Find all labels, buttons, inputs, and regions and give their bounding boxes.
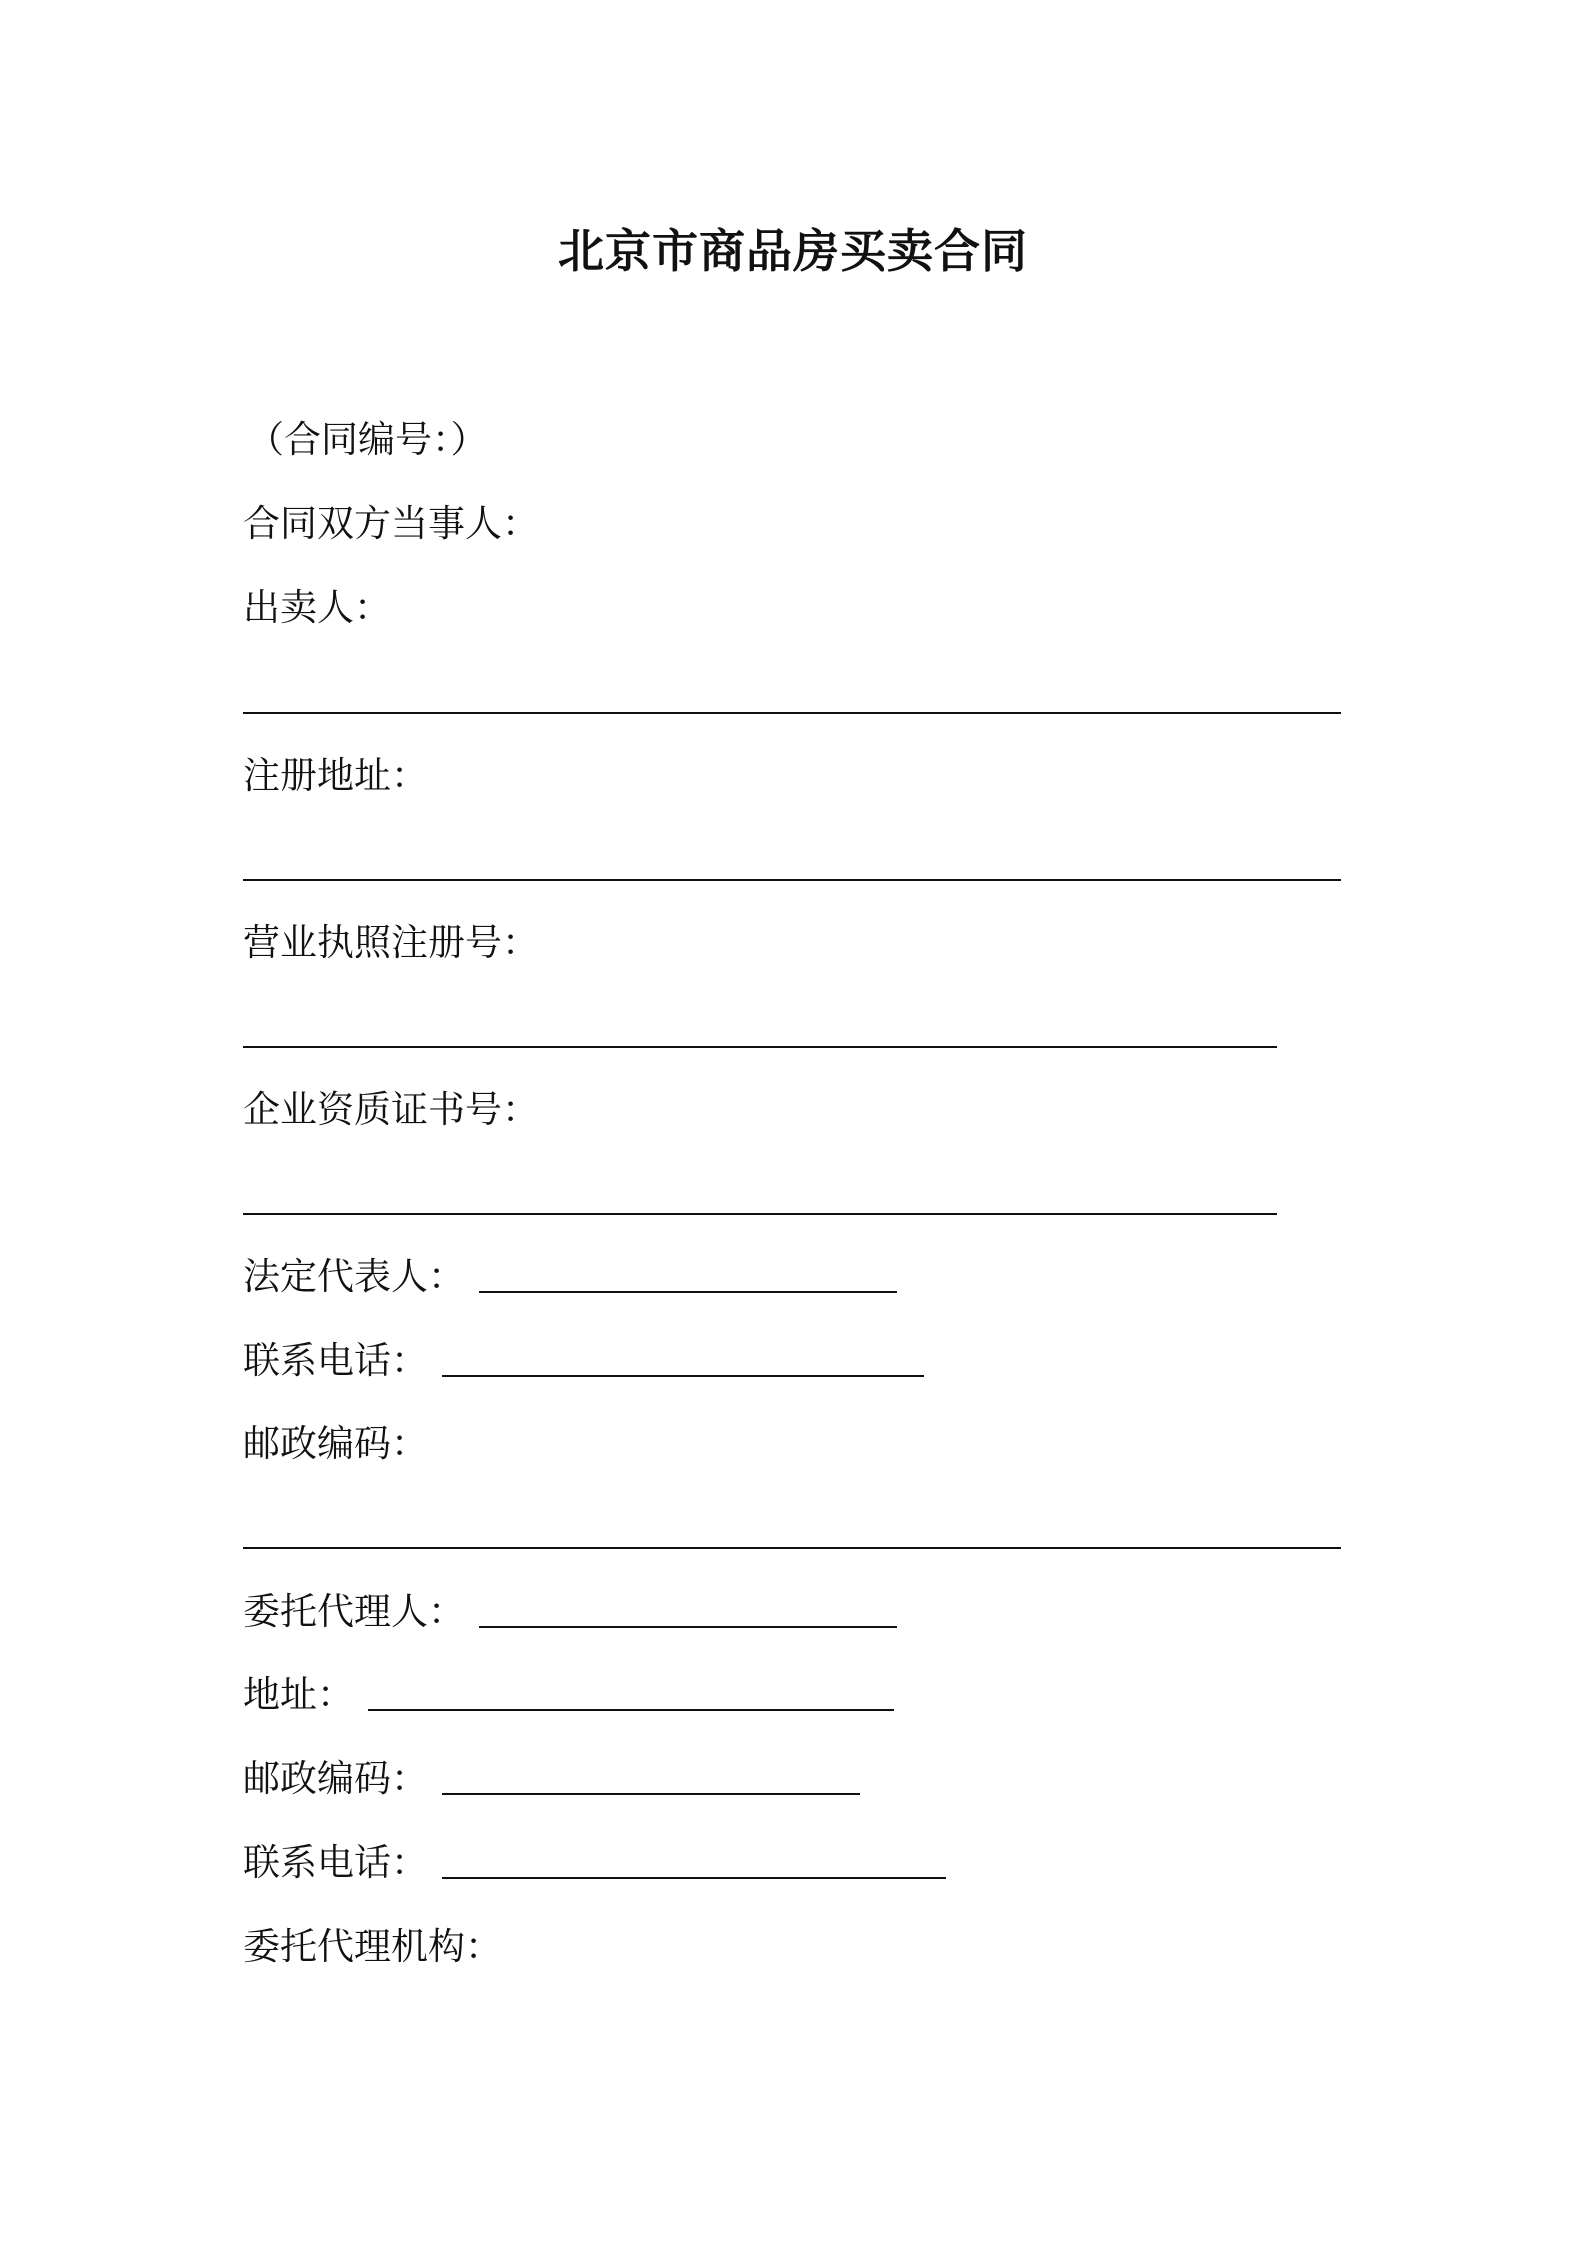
- address-blank-line: [368, 1709, 894, 1711]
- postal-code-blank-line-1: [243, 1547, 1341, 1549]
- postal-code-blank-line-2: [442, 1793, 860, 1795]
- business-license-blank-line: [243, 1046, 1277, 1048]
- legal-representative-blank-line: [479, 1291, 897, 1293]
- qualification-cert-label: 企业资质证书号：: [243, 1088, 539, 1131]
- contract-number-label: （合同编号：）: [247, 418, 488, 461]
- phone-blank-line-1: [442, 1375, 924, 1377]
- address-row: [243, 1673, 894, 1717]
- agent-label: 委托代理人：: [243, 1590, 465, 1633]
- registered-address-blank-line: [243, 879, 1341, 881]
- address-label: 地址：: [243, 1673, 354, 1716]
- parties-heading: 合同双方当事人：: [243, 502, 539, 545]
- agent-row: [243, 1590, 897, 1634]
- agency-label: 委托代理机构：: [243, 1925, 502, 1968]
- agent-blank-line: [479, 1626, 897, 1628]
- phone-label-2: 联系电话：: [243, 1841, 428, 1884]
- legal-representative-label: 法定代表人：: [243, 1255, 465, 1298]
- legal-representative-row: [243, 1255, 897, 1299]
- postal-code-label-1: 邮政编码：: [243, 1422, 428, 1465]
- seller-label: 出卖人：: [243, 586, 391, 629]
- business-license-label: 营业执照注册号：: [243, 921, 539, 964]
- document-title: 北京市商品房买卖合同: [558, 224, 1028, 278]
- registered-address-label: 注册地址：: [243, 754, 428, 797]
- seller-blank-line: [243, 712, 1341, 714]
- postal-code-row-2: [243, 1757, 860, 1801]
- qualification-cert-blank-line: [243, 1213, 1277, 1215]
- phone-blank-line-2: [442, 1877, 946, 1879]
- postal-code-label-2: 邮政编码：: [243, 1757, 428, 1800]
- phone-label-1: 联系电话：: [243, 1339, 428, 1382]
- phone-row-1: [243, 1339, 924, 1383]
- phone-row-2: [243, 1841, 946, 1885]
